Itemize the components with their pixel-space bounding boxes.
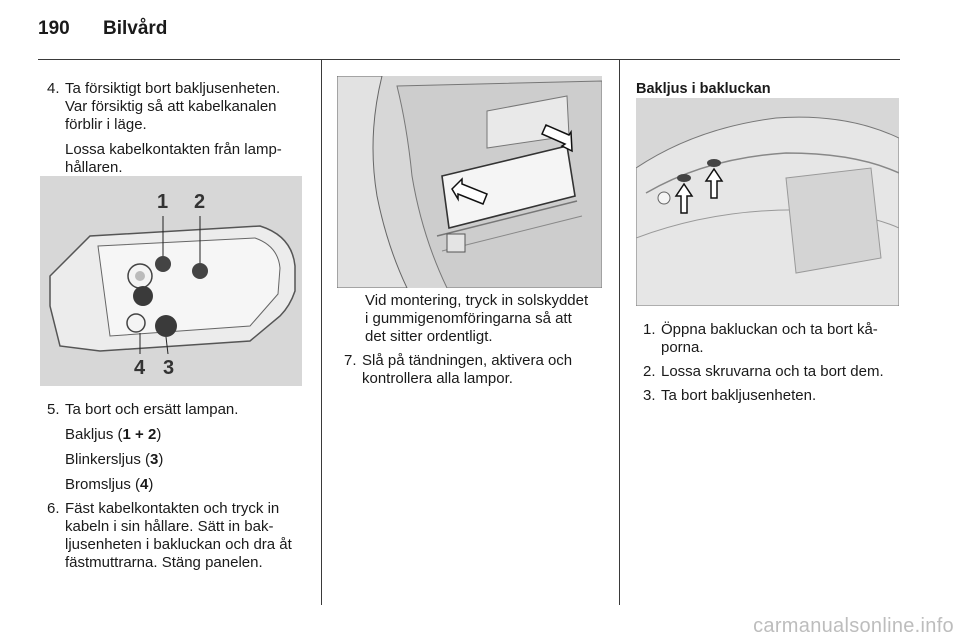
tailgate-drawing [636, 98, 899, 306]
backlight-line: Bakljus (1 + 2) [65, 426, 162, 443]
step-number: 3. [643, 387, 656, 404]
step-4 [40, 80, 308, 177]
step-text: Ta bort bakljusenheten. [661, 387, 817, 404]
step-number: 7. [344, 352, 357, 369]
step-text: Fäst kabelkontakten och tryck in [65, 500, 280, 517]
trunk-panel-drawing [337, 76, 602, 288]
callout-4: 4 [134, 357, 146, 379]
callout-1: 1 [157, 191, 169, 213]
column-3-title [636, 80, 906, 98]
step-text: fästmuttrarna. Stäng panelen. [65, 554, 263, 571]
column-1 [40, 80, 308, 177]
step-number: 5. [47, 401, 60, 418]
step-text: Slå på tändningen, aktivera och [362, 352, 573, 369]
rear-light-bulbs-illustration [40, 176, 302, 386]
header-rule [38, 59, 900, 60]
step-2 [636, 363, 911, 381]
step-text: Var försiktig så att kabelkanalen [65, 98, 277, 115]
step-number: 4. [47, 80, 60, 97]
tailgate-light-illustration [636, 98, 899, 306]
step-text: Ta försiktigt bort bakljusenheten. [65, 80, 281, 97]
sun-shade-illustration [337, 76, 602, 288]
column-divider-right [619, 60, 620, 605]
step-text: kontrollera alla lampor. [362, 370, 513, 387]
callout-3: 3 [163, 357, 175, 379]
step-number: 6. [47, 500, 60, 517]
step-text: porna. [661, 339, 704, 356]
step-6 [40, 500, 315, 572]
note-text: det sitter ordentligt. [365, 328, 493, 345]
brake-line: Bromsljus (4) [65, 476, 154, 493]
step-number: 1. [643, 321, 656, 338]
watermark: carmanualsonline.info [753, 615, 954, 637]
mounting-note [337, 292, 612, 346]
column-3 [636, 321, 911, 405]
column-1-lower [40, 401, 315, 572]
step-text: Lossa kabelkontakten från lamp- [65, 141, 282, 158]
page-header [38, 18, 167, 40]
blinker-line: Blinkersljus (3) [65, 451, 164, 468]
step-text: Lossa skruvarna och ta bort dem. [661, 363, 884, 380]
page-number: 190 [38, 18, 70, 39]
step-1 [636, 321, 911, 357]
step-text: Ta bort och ersätt lampan. [65, 401, 239, 418]
column-divider-left [321, 60, 322, 605]
note-text: i gummigenomföringarna så att [365, 310, 572, 327]
step-text: Öppna bakluckan och ta bort kå- [661, 321, 878, 338]
step-text: förblir i läge. [65, 116, 147, 133]
step-5 [40, 401, 315, 494]
note-text: Vid montering, tryck in solskyddet [365, 292, 589, 309]
rear-light-drawing [40, 176, 302, 386]
step-text: hållaren. [65, 159, 123, 176]
step-3 [636, 387, 911, 405]
step-text: ljusenheten i bakluckan och dra åt [65, 536, 292, 553]
step-7 [337, 352, 612, 388]
callout-2: 2 [194, 191, 206, 213]
chapter-title: Bilvård [102, 18, 168, 39]
step-number: 2. [643, 363, 656, 380]
step-text: kabeln i sin hållare. Sätt in bak- [65, 518, 274, 535]
column-2 [337, 292, 612, 388]
section-title: Bakljus i bakluckan [636, 81, 771, 97]
